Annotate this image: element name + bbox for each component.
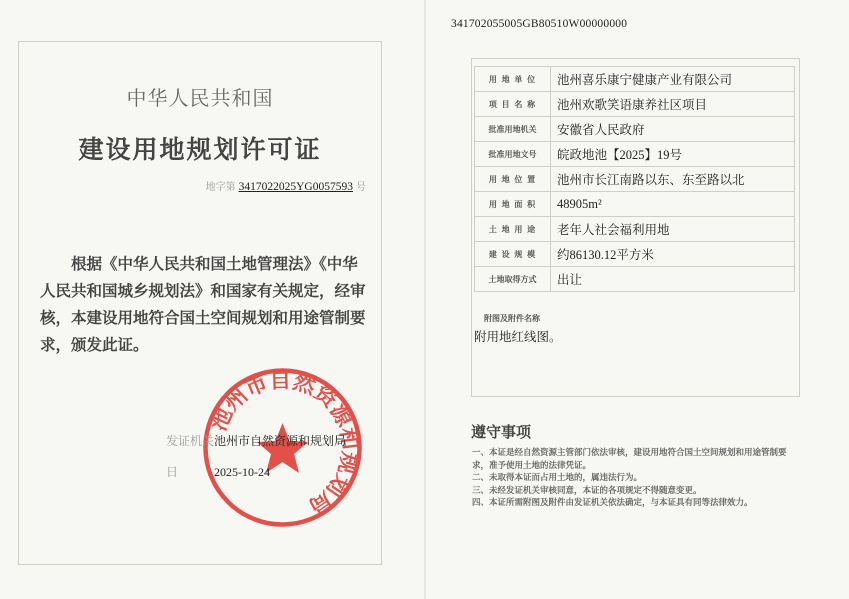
table-row [475, 242, 795, 267]
field-label: 用 地 单 位 [475, 67, 551, 92]
field-value: 出让 [551, 267, 795, 292]
attachments-label: 附图及附件名称 [484, 314, 540, 323]
issue-date [166, 463, 270, 480]
field-label: 批准用地文号 [475, 142, 551, 167]
country-name: 中华人民共和国 [126, 86, 274, 110]
issuer-value: 池州市自然资源和规划局 [214, 434, 347, 448]
cert-no-value: 3417022025YG0057593 [238, 181, 353, 193]
date-label: 日 [166, 465, 179, 479]
table-row [475, 117, 795, 142]
certificate-number [206, 178, 366, 193]
field-value: 皖政地池【2025】19号 [551, 142, 795, 167]
notice-list [472, 447, 797, 510]
field-label: 项 目 名 称 [475, 92, 551, 117]
seal-text-path: 池州市自然资源和规划局 [205, 367, 364, 520]
notice-item: 三、未经发证机关审核同意，本证的各项规定不得随意变更。 [472, 485, 702, 496]
field-label: 建 设 规 模 [475, 242, 551, 267]
field-label: 用 地 位 置 [475, 167, 551, 192]
serial-number: 341702055005GB80510W00000000 [451, 18, 628, 30]
field-value: 池州喜乐康宁健康产业有限公司 [551, 67, 795, 92]
notice-item: 一、本证是经自然资源主管部门依法审核，建设用地符合国土空间规划和用途管制要求，准予使用土地的法律凭证。 [472, 448, 787, 471]
certificate-body [40, 251, 368, 359]
notice-item: 四、本证所需附图及附件由发证机关依法确定，与本证具有同等法律效力。 [472, 498, 753, 508]
notice-title: 遵守事项 [471, 423, 532, 441]
table-row [475, 92, 795, 117]
field-value: 池州欢歌笑语康养社区项目 [551, 92, 795, 117]
field-value: 安徽省人民政府 [551, 117, 795, 142]
attachments-section [474, 307, 795, 392]
table-row [475, 67, 795, 92]
issuer [166, 432, 346, 449]
field-label: 用 地 面 积 [475, 192, 551, 217]
field-value: 老年人社会福利用地 [551, 217, 795, 242]
date-value: 2025-10-24 [214, 465, 271, 479]
attachments-value: 附用地红线图。 [474, 330, 562, 344]
table-row [475, 192, 795, 217]
issuer-label: 发证机关 [166, 434, 215, 448]
table-row [475, 142, 795, 167]
field-value: 约86130.12平方米 [551, 242, 795, 267]
field-value: 48905m² [551, 192, 795, 217]
notice-item: 二、未取得本证而占用土地的，属违法行为。 [472, 473, 643, 483]
certificate-title: 建设用地规划许可证 [78, 135, 322, 164]
cert-no-suffix: 号 [356, 182, 366, 193]
field-value: 池州市长江南路以东、东至路以北 [551, 167, 795, 192]
field-label: 土 地 用 途 [475, 217, 551, 242]
table-row [475, 167, 795, 192]
table-row [475, 267, 795, 292]
body-paragraph: 根据《中华人民共和国土地管理法》《中华人民共和国城乡规划法》和国家有关规定，经审核，本建设用地符合国土空间规划和用途管制要求，颁发此证。 [40, 255, 366, 354]
field-label: 批准用地机关 [475, 117, 551, 142]
field-label: 土地取得方式 [475, 267, 551, 292]
center-fold [424, 0, 426, 599]
land-info-table [474, 66, 795, 292]
table-row [475, 217, 795, 242]
cert-no-prefix: 地字第 [205, 182, 236, 193]
